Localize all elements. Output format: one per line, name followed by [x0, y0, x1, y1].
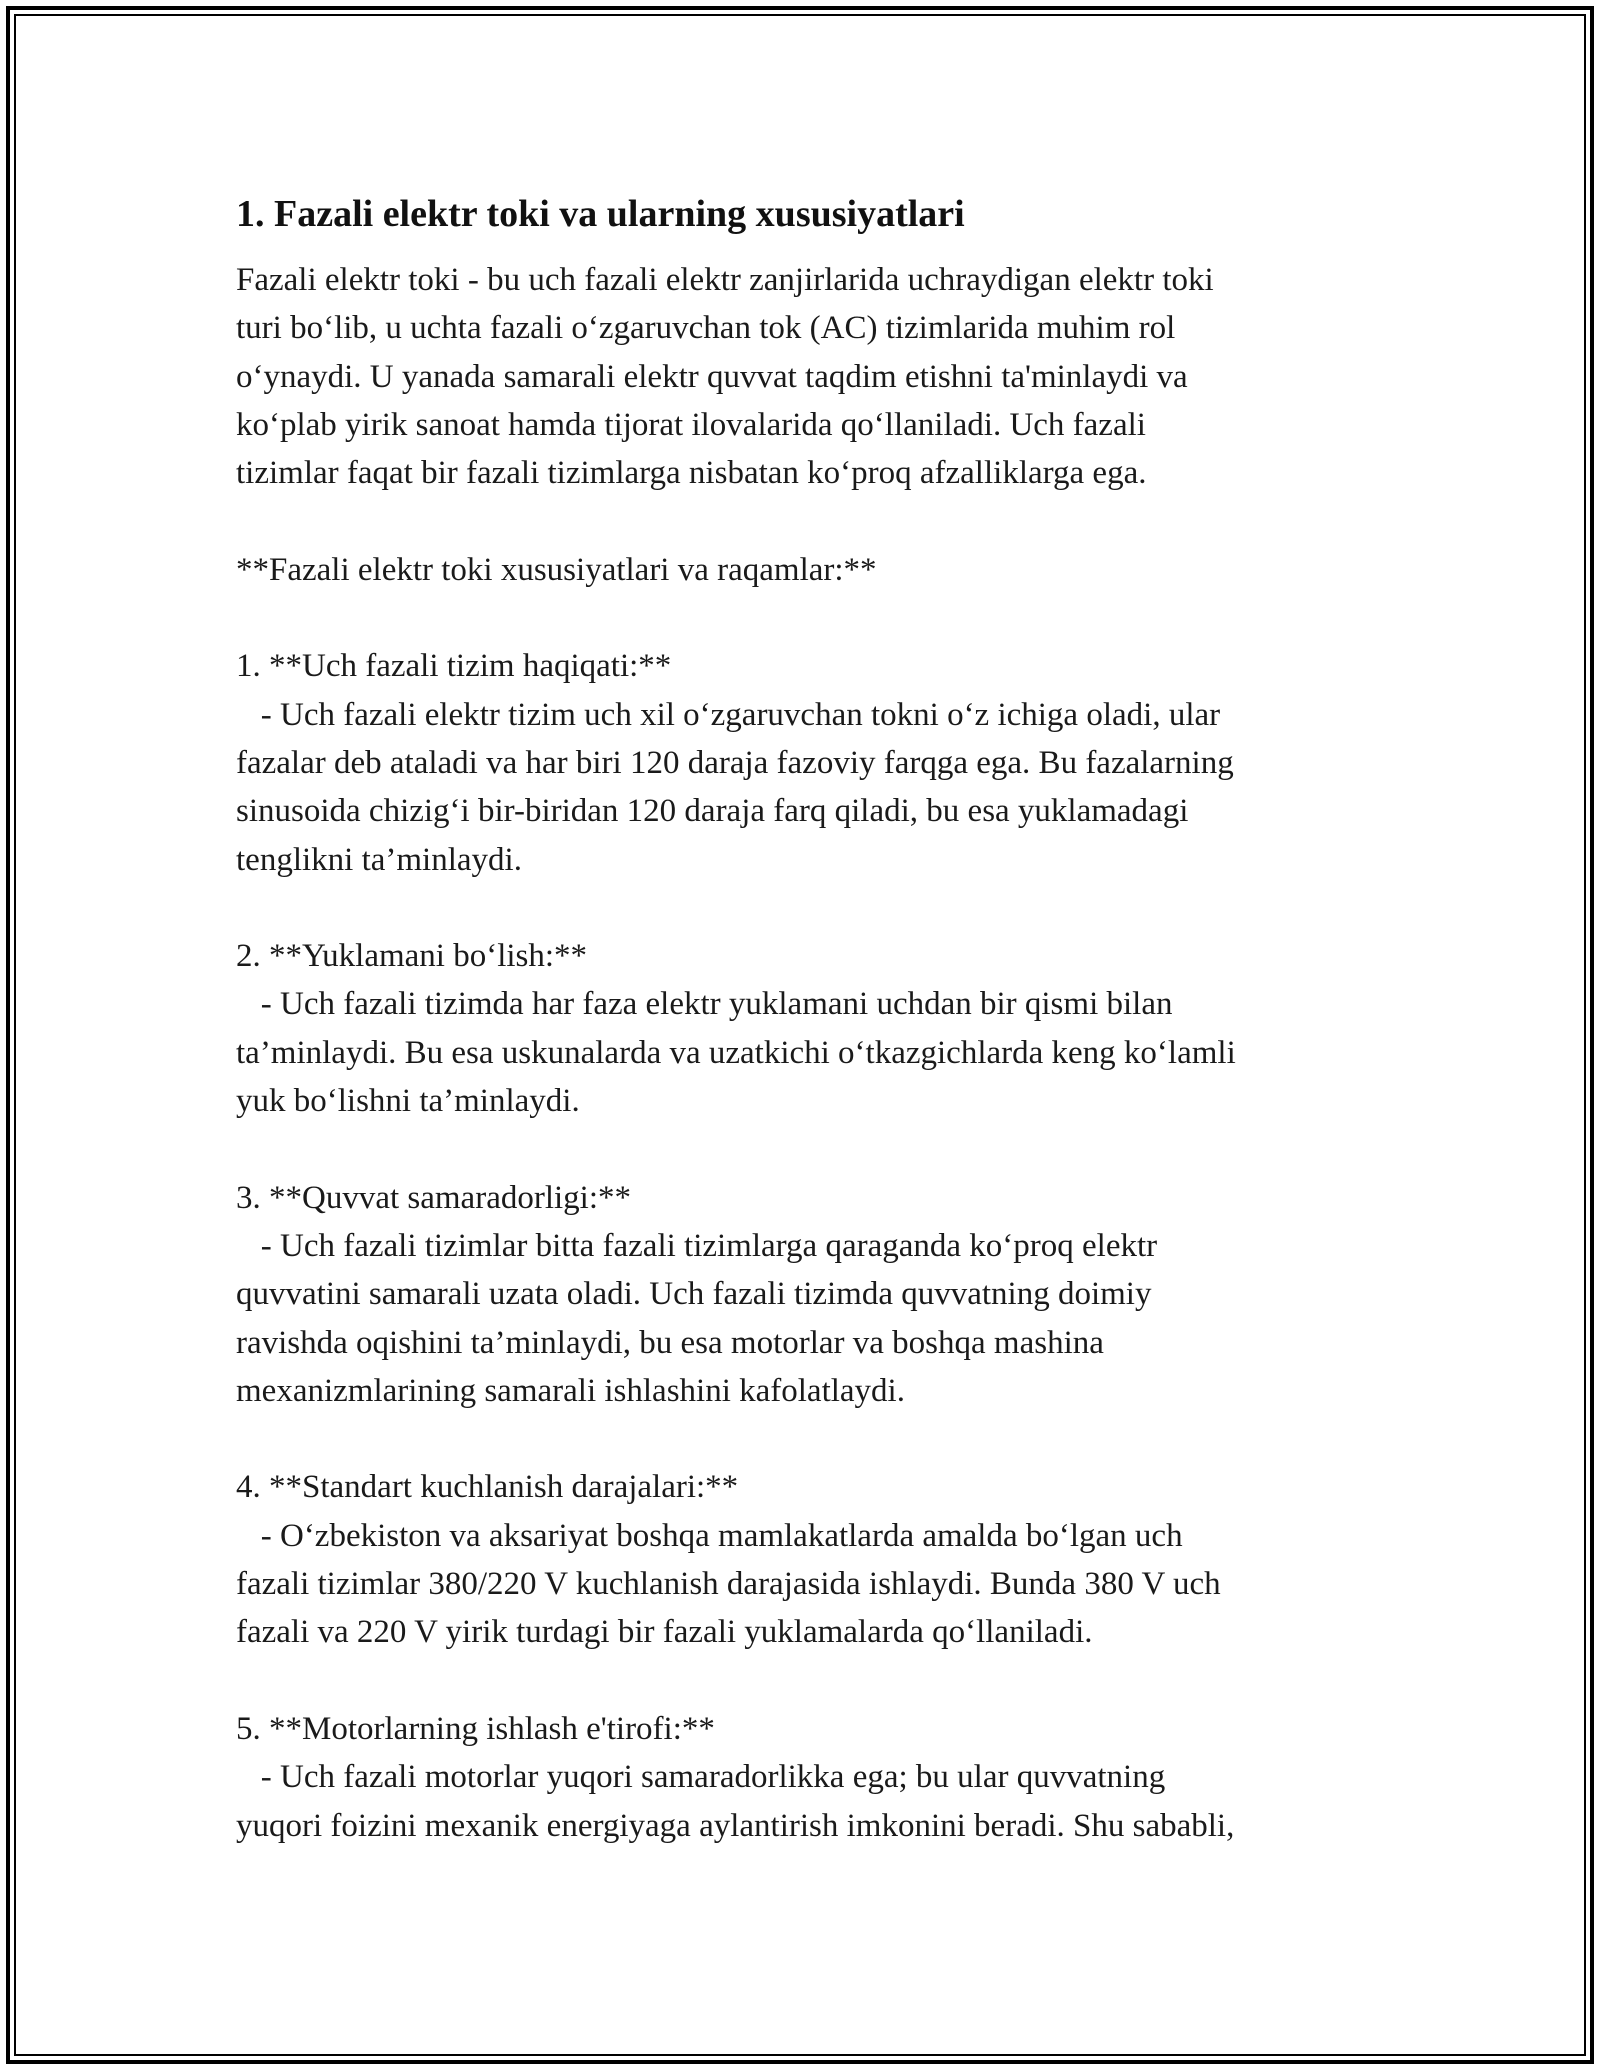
- list-item-heading: 1. **Uch fazali tizim haqiqati:**: [236, 648, 672, 685]
- document-title: 1. Fazali elektr toki va ularning xususiyatlari: [236, 193, 965, 235]
- blank-line: [236, 884, 1416, 932]
- list-item-body: - O‘zbekiston va aksariyat boshqa mamlakatlarda amalda bo‘lgan uch fazali tizimlar 380/220 V kuchlanish darajasida ishlaydi. Bunda 380 V uch fazali va 220 V yirik turdagi bir fazali yuklamalarda qo‘llaniladi.: [236, 1517, 1221, 1651]
- blank-line: [236, 1415, 1416, 1463]
- list-item-heading: 3. **Quvvat samaradorligi:**: [236, 1179, 632, 1216]
- list-item-body: - Uch fazali motorlar yuqori samaradorlikka ega; bu ular quvvatning yuqori foizini mexanik energiyaga aylantirish imkonini beradi. Shu sababli,: [236, 1759, 1235, 1844]
- list-item-body: - Uch fazali tizimlar bitta fazali tizimlarga qaraganda ko‘proq elektr quvvatini samarali uzata oladi. Uch fazali tizimda quvvatning doimiy ravishda oqishini ta’minlaydi, bu esa motorlar va boshqa mashina mexanizmlarining samarali ishlashini kafolatlaydi.: [236, 1227, 1158, 1409]
- section-subheading: **Fazali elektr toki xususiyatlari va raqamlar:**: [236, 551, 877, 588]
- blank-line: [236, 1125, 1416, 1173]
- document-body: [236, 186, 1416, 1850]
- list-item-heading: 2. **Yuklamani bo‘lish:**: [236, 938, 588, 975]
- blank-line: [236, 594, 1416, 642]
- blank-line: [236, 1657, 1416, 1705]
- blank-line: [236, 497, 1416, 545]
- list-item-body: - Uch fazali tizimda har faza elektr yuklamani uchdan bir qismi bilan ta’minlaydi. Bu esa uskunalarda va uzatkichi o‘tkazgichlarda keng ko‘lamli yuk bo‘lishni ta’minlaydi.: [236, 986, 1236, 1120]
- list-item-heading: 4. **Standart kuchlanish darajalari:**: [236, 1469, 739, 1506]
- intro-paragraph: Fazali elektr toki - bu uch fazali elektr zanjirlarida uchraydigan elektr toki turi bo‘lib, u uchta fazali o‘zgaruvchan tok (AC) tizimlarida muhim rol o‘ynaydi. U yanada samarali elektr quvvat taqdim etishni ta'minlaydi va ko‘plab yirik sanoat hamda tijorat ilovalarida qo‘llaniladi. Uch fazali tizimlar faqat bir fazali tizimlarga nisbatan ko‘proq afzalliklarga ega.: [236, 262, 1214, 492]
- list-item-body: - Uch fazali elektr tizim uch xil o‘zgaruvchan tokni o‘z ichiga oladi, ular fazalar deb ataladi va har biri 120 daraja fazoviy farqga ega. Bu fazalarning sinusoida chizig‘i bir-biridan 120 daraja farq qiladi, bu esa yuklamadagi tenglikni ta’minlaydi.: [236, 696, 1234, 878]
- list-item-heading: 5. **Motorlarning ishlash e'tirofi:**: [236, 1710, 715, 1747]
